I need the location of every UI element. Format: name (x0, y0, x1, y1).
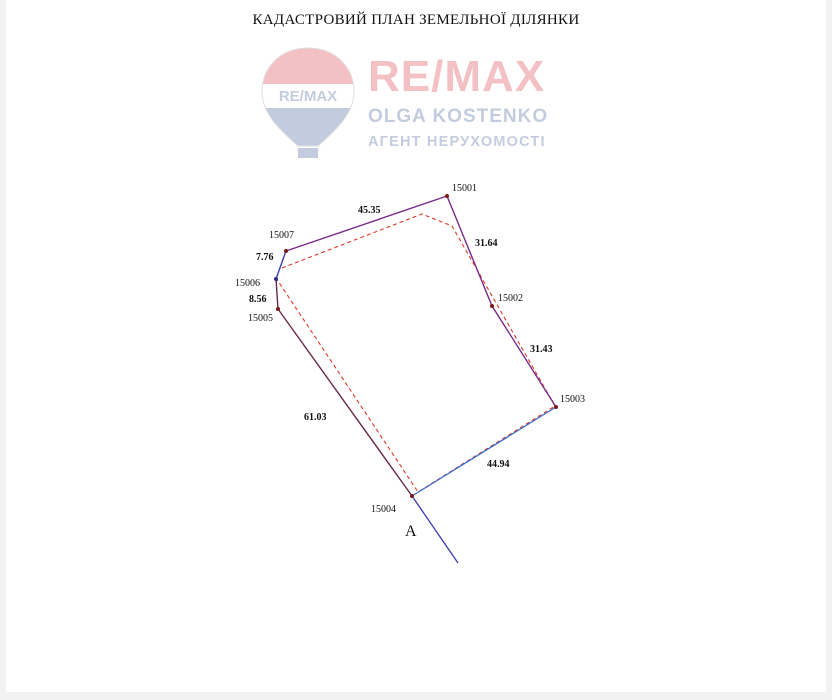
plan-title: КАДАСТРОВИЙ ПЛАН ЗЕМЕЛЬНОЇ ДІЛЯНКИ (252, 12, 580, 28)
segment-15006-15007 (276, 251, 286, 279)
point-label-15004: 15004 (371, 504, 396, 515)
length-label-15005-15006: 8.56 (249, 294, 267, 305)
length-label-15001-15002: 31.64 (475, 238, 498, 249)
segment-15002-15003 (492, 306, 556, 407)
neighbor-line-a (412, 496, 458, 563)
point-label-15005: 15005 (248, 313, 273, 324)
watermark-agent-name: OLGA KOSTENKO (368, 106, 549, 127)
length-label-15003-15004: 44.94 (487, 459, 510, 470)
point-label-15007: 15007 (269, 230, 294, 241)
length-label-15004-15005: 61.03 (304, 412, 327, 423)
watermark-agent-role: АГЕНТ НЕРУХОМОСТІ (368, 134, 546, 150)
point-15002 (490, 304, 494, 308)
point-label-15003: 15003 (560, 394, 585, 405)
section-label-a: A (405, 523, 417, 540)
watermark-brand: RE/MAX (368, 52, 546, 101)
point-15004 (410, 494, 414, 498)
segment-15004-15005 (278, 309, 412, 496)
point-15007 (284, 249, 288, 253)
balloon-text: RE/MAX (278, 88, 338, 105)
point-15001 (445, 194, 449, 198)
point-label-15002: 15002 (498, 293, 523, 304)
length-label-15006-15007: 7.76 (256, 252, 274, 263)
point-15003 (554, 405, 558, 409)
segment-15001-15002 (447, 196, 492, 306)
inner-dashed-boundary (276, 214, 555, 492)
length-label-15007-15001: 45.35 (358, 205, 381, 216)
segment-15003-15004 (412, 407, 556, 496)
segment-15005-15006 (276, 279, 278, 309)
point-15005 (276, 307, 280, 311)
length-label-15002-15003: 31.43 (530, 344, 553, 355)
point-label-15006: 15006 (235, 278, 260, 289)
point-15006 (274, 277, 278, 281)
point-label-15001: 15001 (452, 183, 477, 194)
